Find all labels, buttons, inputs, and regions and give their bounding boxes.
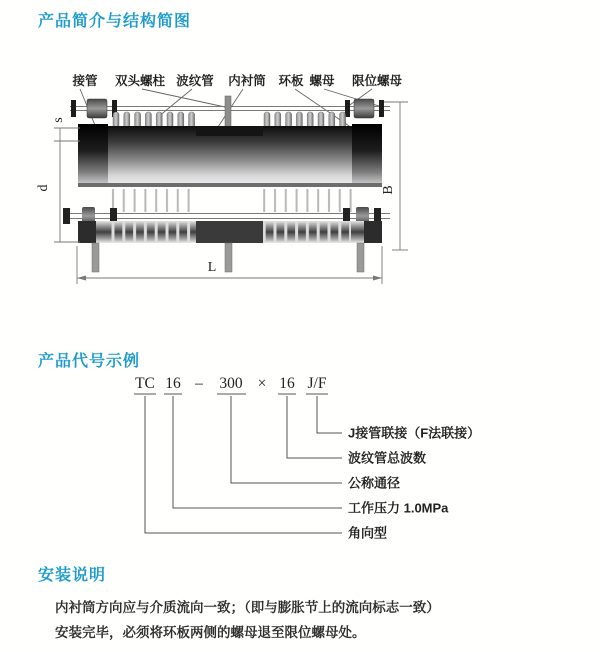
expl-pressure: 工作压力 1.0MPa xyxy=(348,500,449,516)
expl-diameter: 公称通径 xyxy=(348,475,401,491)
section-heading-code: 产品代号示例 xyxy=(38,353,141,370)
product-code-diagram xyxy=(0,372,600,552)
dim-label-L: L xyxy=(207,260,217,275)
expl-connection: J接管联接（F法联接） xyxy=(348,425,481,441)
token-type: TC xyxy=(135,375,155,392)
upper-body xyxy=(78,124,382,187)
label-bowenguan: 波纹管 xyxy=(176,74,214,88)
install-line-1: 内衬筒方向应与介质流向一致；（即与膨胀节上的流向标志一致） xyxy=(55,600,440,615)
dimension-s xyxy=(51,117,80,141)
left-end-cap xyxy=(78,124,108,184)
expl-type: 角向型 xyxy=(348,525,388,541)
install-instructions xyxy=(55,595,555,645)
token-dash: – xyxy=(195,375,203,392)
section-heading-install: 安装说明 xyxy=(38,567,107,584)
dim-label-s: s xyxy=(51,117,66,123)
label-jieguan: 接管 xyxy=(72,74,98,88)
bellows-lower-left xyxy=(106,189,198,212)
center-stud xyxy=(225,96,231,128)
hanging-studs xyxy=(92,243,364,272)
code-connectors xyxy=(145,396,342,533)
lower-body xyxy=(78,221,382,243)
label-huanban: 环板 xyxy=(278,74,304,88)
bellows-lower-right xyxy=(260,189,352,212)
install-line-2: 安装完毕，必须将环板两侧的螺母退至限位螺母处。 xyxy=(55,625,366,640)
liner-collar xyxy=(196,126,263,136)
code-explanations xyxy=(348,426,480,541)
token-waves: 16 xyxy=(279,375,295,392)
token-diameter: 300 xyxy=(219,375,243,392)
right-end-cap xyxy=(352,124,382,184)
label-neichentong: 内衬筒 xyxy=(228,74,266,88)
part-labels xyxy=(71,73,402,88)
expl-waves: 波纹管总波数 xyxy=(348,450,427,466)
dimension-d xyxy=(36,128,80,242)
label-xianweiluomu: 限位螺母 xyxy=(351,74,403,88)
dim-label-d: d xyxy=(36,184,51,192)
token-connection: J/F xyxy=(307,375,327,392)
code-tokens xyxy=(135,375,327,392)
structure-diagram xyxy=(0,60,520,355)
token-pressure: 16 xyxy=(165,375,181,392)
section-heading-intro: 产品简介与结构简图 xyxy=(38,13,192,30)
dim-label-B: B xyxy=(381,185,396,195)
dimension-B xyxy=(381,102,408,250)
label-luomu: 螺母 xyxy=(309,74,335,88)
token-times: × xyxy=(257,375,267,392)
label-shuangtouluozhu: 双头螺柱 xyxy=(114,74,166,88)
